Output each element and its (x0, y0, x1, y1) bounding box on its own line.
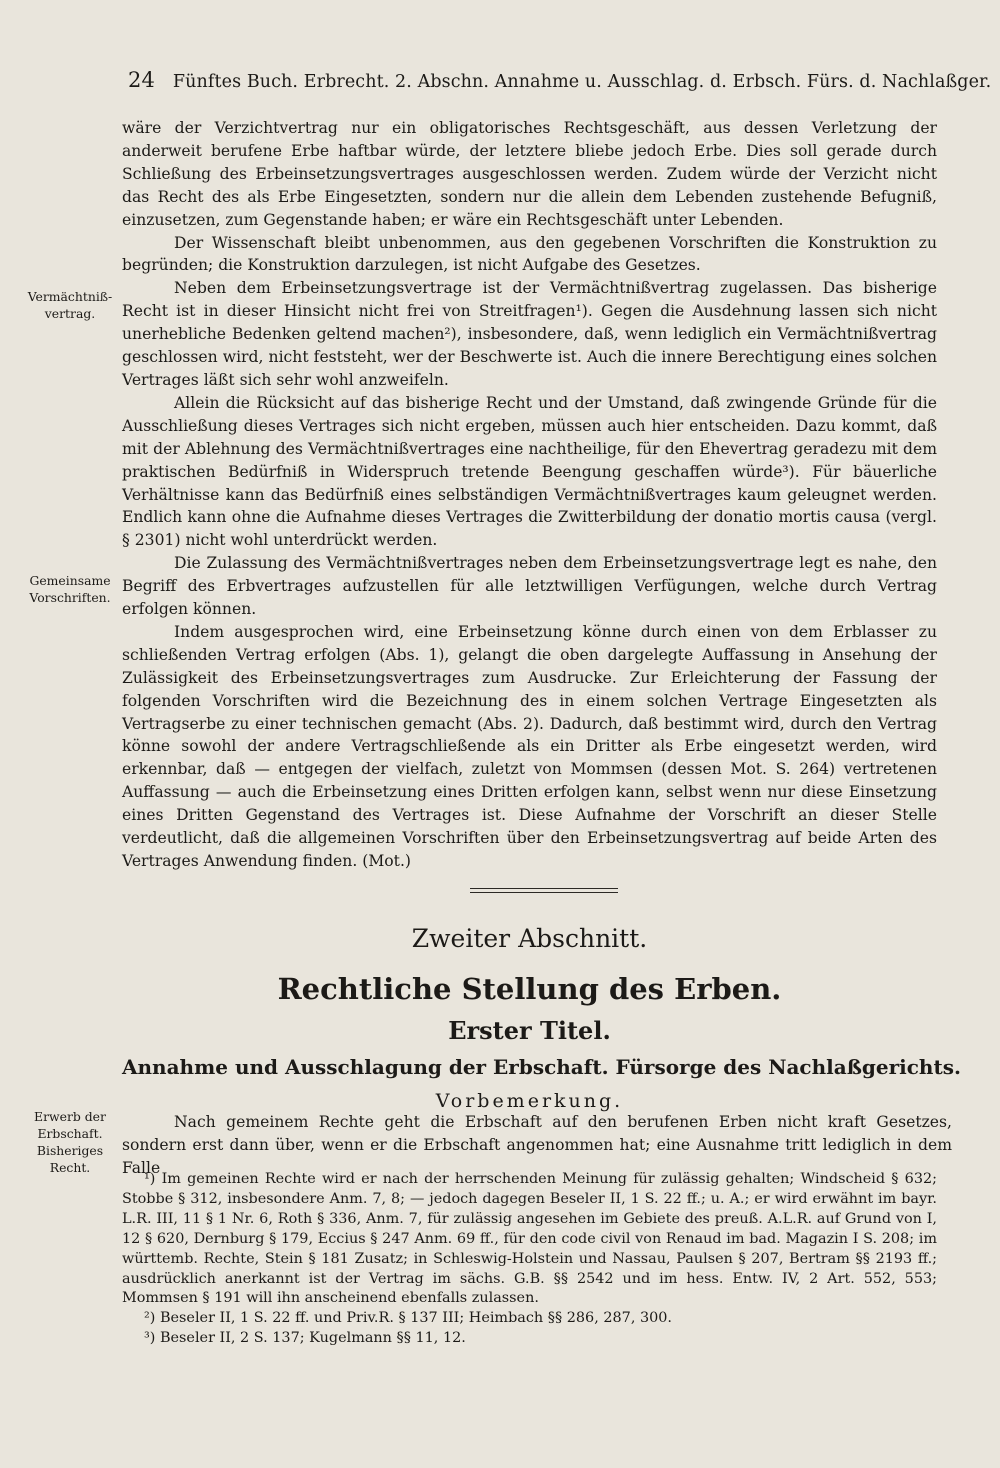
paragraph: Indem ausgesprochen wird, eine Erbeinsetzung könne durch einen von dem Erblasser zu schließenden Vertrag erfolgen (Abs. 1), gelangt die oben dargelegte Auffassung in Ansehung der Zulässigkeit des Erbeinsetzungsvertrages zum Ausdrucke. Zur Erleichterung der Fassung der folgenden Vorschriften wird die Bezeichnung des in einem solchen Vertrage Eingesetzten als Vertragserbe zu einer technischen gemacht (Abs. 2). Dadurch, daß bestimmt wird, durch den Vertrag könne sowohl der andere Vertragschließende als ein Dritter als Erbe eingesetzt werden, wird erkennbar, daß — entgegen der vielfach, zuletzt von Mommsen (dessen Mot. S. 264) vertretenen Auffassung — auch die Erbeinsetzung eines Dritten erfolgen kann, selbst wenn nur diese Einsetzung eines Dritten Gegenstand des Vertrages ist. Diese Aufnahme der Vorschrift an dieser Stelle verdeutlicht, daß die allgemeinen Vorschriften über den Erbeinsetzungsvertrag auf beide Arten des Vertrages Anwendung finden. (Mot.) (122, 622, 937, 870)
page-number: 24 (128, 68, 155, 92)
footnote: ¹) Im gemeinen Rechte wird er nach der herrschenden Meinung für zulässig gehalten; Windscheid § 632; Stobbe § 312, insbesondere Anm. 7, 8; — jedoch dagegen Beseler II, 1 S. 22 ff.; u. A.; er wird erwähnt im bayr. L.R. III, 11 § 1 Nr. 6, Roth § 336, Anm. 7, für zulässig angesehen im Gebiete des preuß. A.L.R. auf Grund von I, 12 § 620, Dernburg § 179, Eccius § 247 Anm. 69 ff., für den code civil von Renaud im bad. Magazin I S. 208; im württemb. Rechte, Stein § 181 Zusatz; in Schleswig-Holstein und Nassau, Paulsen § 207, Bertram §§ 2193 ff.; ausdrücklich anerkannt ist der Vertrag im sächs. G.B. §§ 2542 und im hess. Entw. IV, 2 Art. 552, 553; Mommsen § 191 will ihn anscheinend ebenfalls zulassen. (122, 1171, 937, 1307)
footnotes (122, 1170, 937, 1349)
paragraph: Die Zulassung des Vermächtnißvertrages neben dem Erbeinsetzungsvertrage legt es nahe, den Begriff des Erbvertrages aufzustellen für alle letztwilligen Verfügungen, welche durch Vertrag erfolgen können. (122, 554, 937, 619)
margin-note: Gemeinsame Vorschriften. (29, 573, 111, 605)
running-header (128, 68, 992, 92)
paragraph: Der Wissenschaft bleibt unbenommen, aus den gegebenen Vorschriften die Konstruktion zu begründen; die Konstruktion darzulegen, ist nicht Aufgabe des Gesetzes. (122, 233, 937, 275)
paragraph: Neben dem Erbeinsetzungsvertrage ist der Vermächtnißvertrag zugelassen. Das bisherige Recht ist in dieser Hinsicht nicht frei von Streitfragen¹). Gegen die Ausdehnung lassen sich nicht unerhebliche Bedenken geltend machen²), insbesondere, daß, wenn lediglich ein Vermächtnißvertrag geschlossen wird, nicht feststeht, wer der Beschwerte ist. Auch die innere Berechtigung eines solchen Vertrages läßt sich sehr wohl anzweifeln. (122, 279, 937, 389)
prelim-heading: Vorbemerkung. (435, 1090, 624, 1112)
paragraph: Allein die Rücksicht auf das bisherige Recht und der Umstand, daß zwingende Gründe für die Ausschließung dieses Vertrages sich nicht ergeben, müssen auch hier entscheiden. Dazu kommt, daß mit der Ablehnung des Vermächtnißvertrages eine nachtheilige, für den Ehevertrag geradezu mit dem praktischen Bedürfniß in Widerspruch tretende Beengung geschaffen würde³). Für bäuerliche Verhältnisse kann das Bedürfniß eines selbständigen Vermächtnißvertrages kaum geleugnet werden. Endlich kann ohne die Aufnahme dieses Vertrages die Zwitterbildung der donatio mortis causa (vergl. § 2301) nicht wohl unterdrückt werden. (122, 393, 937, 550)
margin-note: Vermächtniß- vertrag. (27, 289, 113, 321)
section-heading: Zweiter Abschnitt. (411, 924, 648, 953)
subtitle-heading: Erster Titel. (448, 1016, 611, 1045)
title-heading: Rechtliche Stellung des Erben. (277, 972, 782, 1006)
paragraph: Nach gemeinem Rechte geht die Erbschaft auf den berufenen Erben nicht kraft Gesetzes, sondern erst dann über, wenn er die Erbschaft angenommen hat; eine Ausnahme tritt lediglich in dem Falle (122, 1113, 952, 1177)
chapter-heading: Annahme und Ausschlagung der Erbschaft. Fürsorge des Nachlaßgerichts. (122, 1055, 961, 1079)
margin-note: Erwerb der Erbschaft. Bisheriges Recht. (34, 1109, 106, 1175)
footnote: ³) Beseler II, 2 S. 137; Kugelmann §§ 11, 12. (144, 1330, 466, 1347)
paragraph: wäre der Verzichtvertrag nur ein obligatorisches Rechtsgeschäft, aus dessen Verletzung der anderweit berufene Erbe haftbar würde, der letztere bliebe jedoch Erbe. Dies soll gerade durch Schließung des Erbeinsetzungsvertrages ausgeschlossen werden. Zudem würde der Verzicht nicht das Recht des als Erbe Eingesetzten, sondern nur die allein dem Lebenden zustehende Befugniß, einzusetzen, zum Gegenstande haben; er wäre ein Rechtsgeschäft unter Lebenden. (122, 119, 937, 229)
footnote: ²) Beseler II, 1 S. 22 ff. und Priv.R. § 137 III; Heimbach §§ 286, 287, 300. (144, 1310, 673, 1327)
section-divider (470, 888, 618, 893)
main-text (122, 117, 937, 873)
running-title: Fünftes Buch. Erbrecht. 2. Abschn. Annahme u. Ausschlag. d. Erbsch. Fürs. d. Nachlaßger. (172, 72, 992, 92)
